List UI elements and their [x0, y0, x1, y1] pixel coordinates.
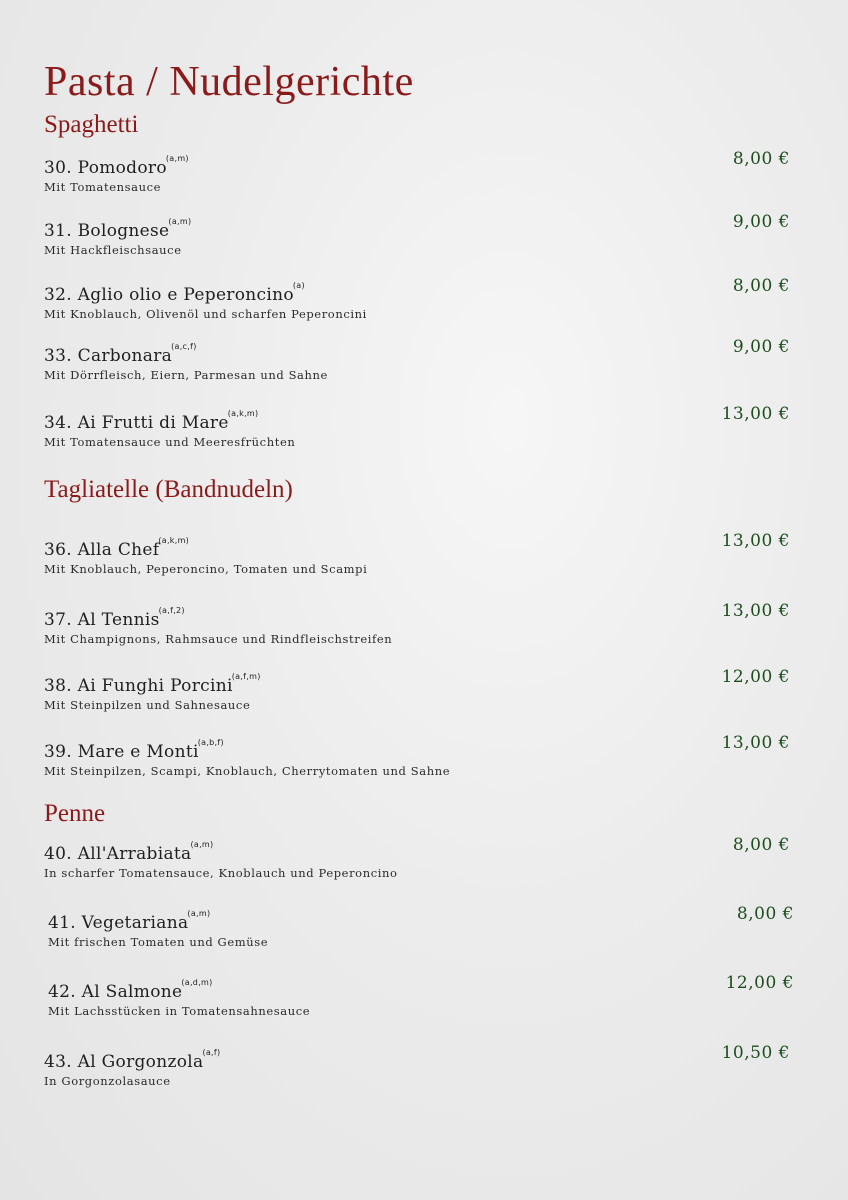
allergen-codes: (a,m): [190, 840, 214, 849]
item-description: In Gorgonzolasauce: [44, 1074, 171, 1088]
item-name: 39. Mare e Monti$^{(a,b,f)}$: [44, 738, 224, 762]
item-price: 12,00 €: [725, 973, 794, 993]
allergen-codes: (a): [292, 281, 305, 290]
item-description: Mit Knoblauch, Olivenöl und scharfen Peperoncini: [44, 307, 367, 321]
allergen-codes: (a,c,f): [171, 342, 197, 351]
section-heading-tagliatelle: Tagliatelle (Bandnudeln): [44, 476, 293, 503]
allergen-codes: (a,m): [187, 909, 211, 918]
menu-item: [44, 834, 790, 890]
menu-item: [44, 148, 790, 204]
item-description: Mit Steinpilzen, Scampi, Knoblauch, Cherrytomaten und Sahne: [44, 764, 451, 778]
item-price: 13,00 €: [721, 733, 790, 753]
item-name: 30. Pomodoro$^{(a,m)}$: [44, 154, 189, 178]
menu-item: [44, 403, 790, 459]
item-price: 8,00 €: [732, 276, 790, 296]
item-price: 10,50 €: [721, 1043, 790, 1063]
allergen-codes: (a,b,f): [197, 738, 224, 747]
menu-item: [44, 666, 790, 722]
item-name: 37. Al Tennis$^{(a,f,2)}$: [44, 606, 185, 630]
item-price: 13,00 €: [721, 404, 790, 424]
item-price: 9,00 €: [732, 212, 790, 232]
item-price: 8,00 €: [732, 149, 790, 169]
item-description: Mit Steinpilzen und Sahnesauce: [44, 698, 251, 712]
menu-item: [44, 1042, 790, 1098]
allergen-codes: (a,f,m): [231, 672, 261, 681]
item-name: 40. All'Arrabiata$^{(a,m)}$: [44, 840, 214, 864]
menu-item: [44, 530, 790, 586]
menu-item: [48, 972, 794, 1028]
item-description: Mit Lachsstücken in Tomatensahnesauce: [48, 1004, 311, 1018]
item-price: 8,00 €: [736, 904, 794, 924]
item-name: 43. Al Gorgonzola$^{(a,f)}$: [44, 1048, 221, 1072]
allergen-codes: (a,k,m): [227, 409, 259, 418]
menu-item: [44, 336, 790, 392]
allergen-codes: (a,m): [168, 217, 192, 226]
item-description: Mit frischen Tomaten und Gemüse: [48, 935, 269, 949]
menu-item: [44, 211, 790, 267]
item-description: Mit Tomatensauce: [44, 180, 162, 194]
page-title: Pasta / Nudelgerichte: [44, 59, 414, 105]
item-price: 12,00 €: [721, 667, 790, 687]
allergen-codes: (a,f,2): [158, 606, 185, 615]
item-description: Mit Knoblauch, Peperoncino, Tomaten und Scampi: [44, 562, 368, 576]
item-description: Mit Tomatensauce und Meeresfrüchten: [44, 435, 296, 449]
item-name: 33. Carbonara$^{(a,c,f)}$: [44, 342, 197, 366]
section-heading-spaghetti: Spaghetti: [44, 111, 139, 138]
item-description: Mit Champignons, Rahmsauce und Rindfleischstreifen: [44, 632, 393, 646]
menu-item: [44, 732, 790, 788]
item-name: 36. Alla Chef$^{(a,k,m)}$: [44, 536, 190, 560]
menu-item: [48, 903, 794, 959]
item-name: 31. Bolognese$^{(a,m)}$: [44, 217, 192, 241]
item-description: Mit Dörrfleisch, Eiern, Parmesan und Sahne: [44, 368, 328, 382]
item-price: 9,00 €: [732, 337, 790, 357]
item-name: 34. Ai Frutti di Mare$^{(a,k,m)}$: [44, 409, 259, 433]
item-description: Mit Hackfleischsauce: [44, 243, 182, 257]
item-name: 38. Ai Funghi Porcini$^{(a,f,m)}$: [44, 672, 261, 696]
menu-item: [44, 275, 790, 331]
allergen-codes: (a,k,m): [158, 536, 190, 545]
item-price: 8,00 €: [732, 835, 790, 855]
allergen-codes: (a,f): [202, 1048, 221, 1057]
item-price: 13,00 €: [721, 601, 790, 621]
item-name: 41. Vegetariana$^{(a,m)}$: [48, 909, 211, 933]
item-name: 32. Aglio olio e Peperoncino$^{(a)}$: [44, 281, 305, 305]
item-price: 13,00 €: [721, 531, 790, 551]
menu-item: [44, 600, 790, 656]
allergen-codes: (a,m): [165, 154, 189, 163]
item-description: In scharfer Tomatensauce, Knoblauch und Peperoncino: [44, 866, 398, 880]
allergen-codes: (a,d,m): [181, 978, 213, 987]
item-name: 42. Al Salmone$^{(a,d,m)}$: [48, 978, 213, 1002]
section-heading-penne: Penne: [44, 800, 106, 827]
